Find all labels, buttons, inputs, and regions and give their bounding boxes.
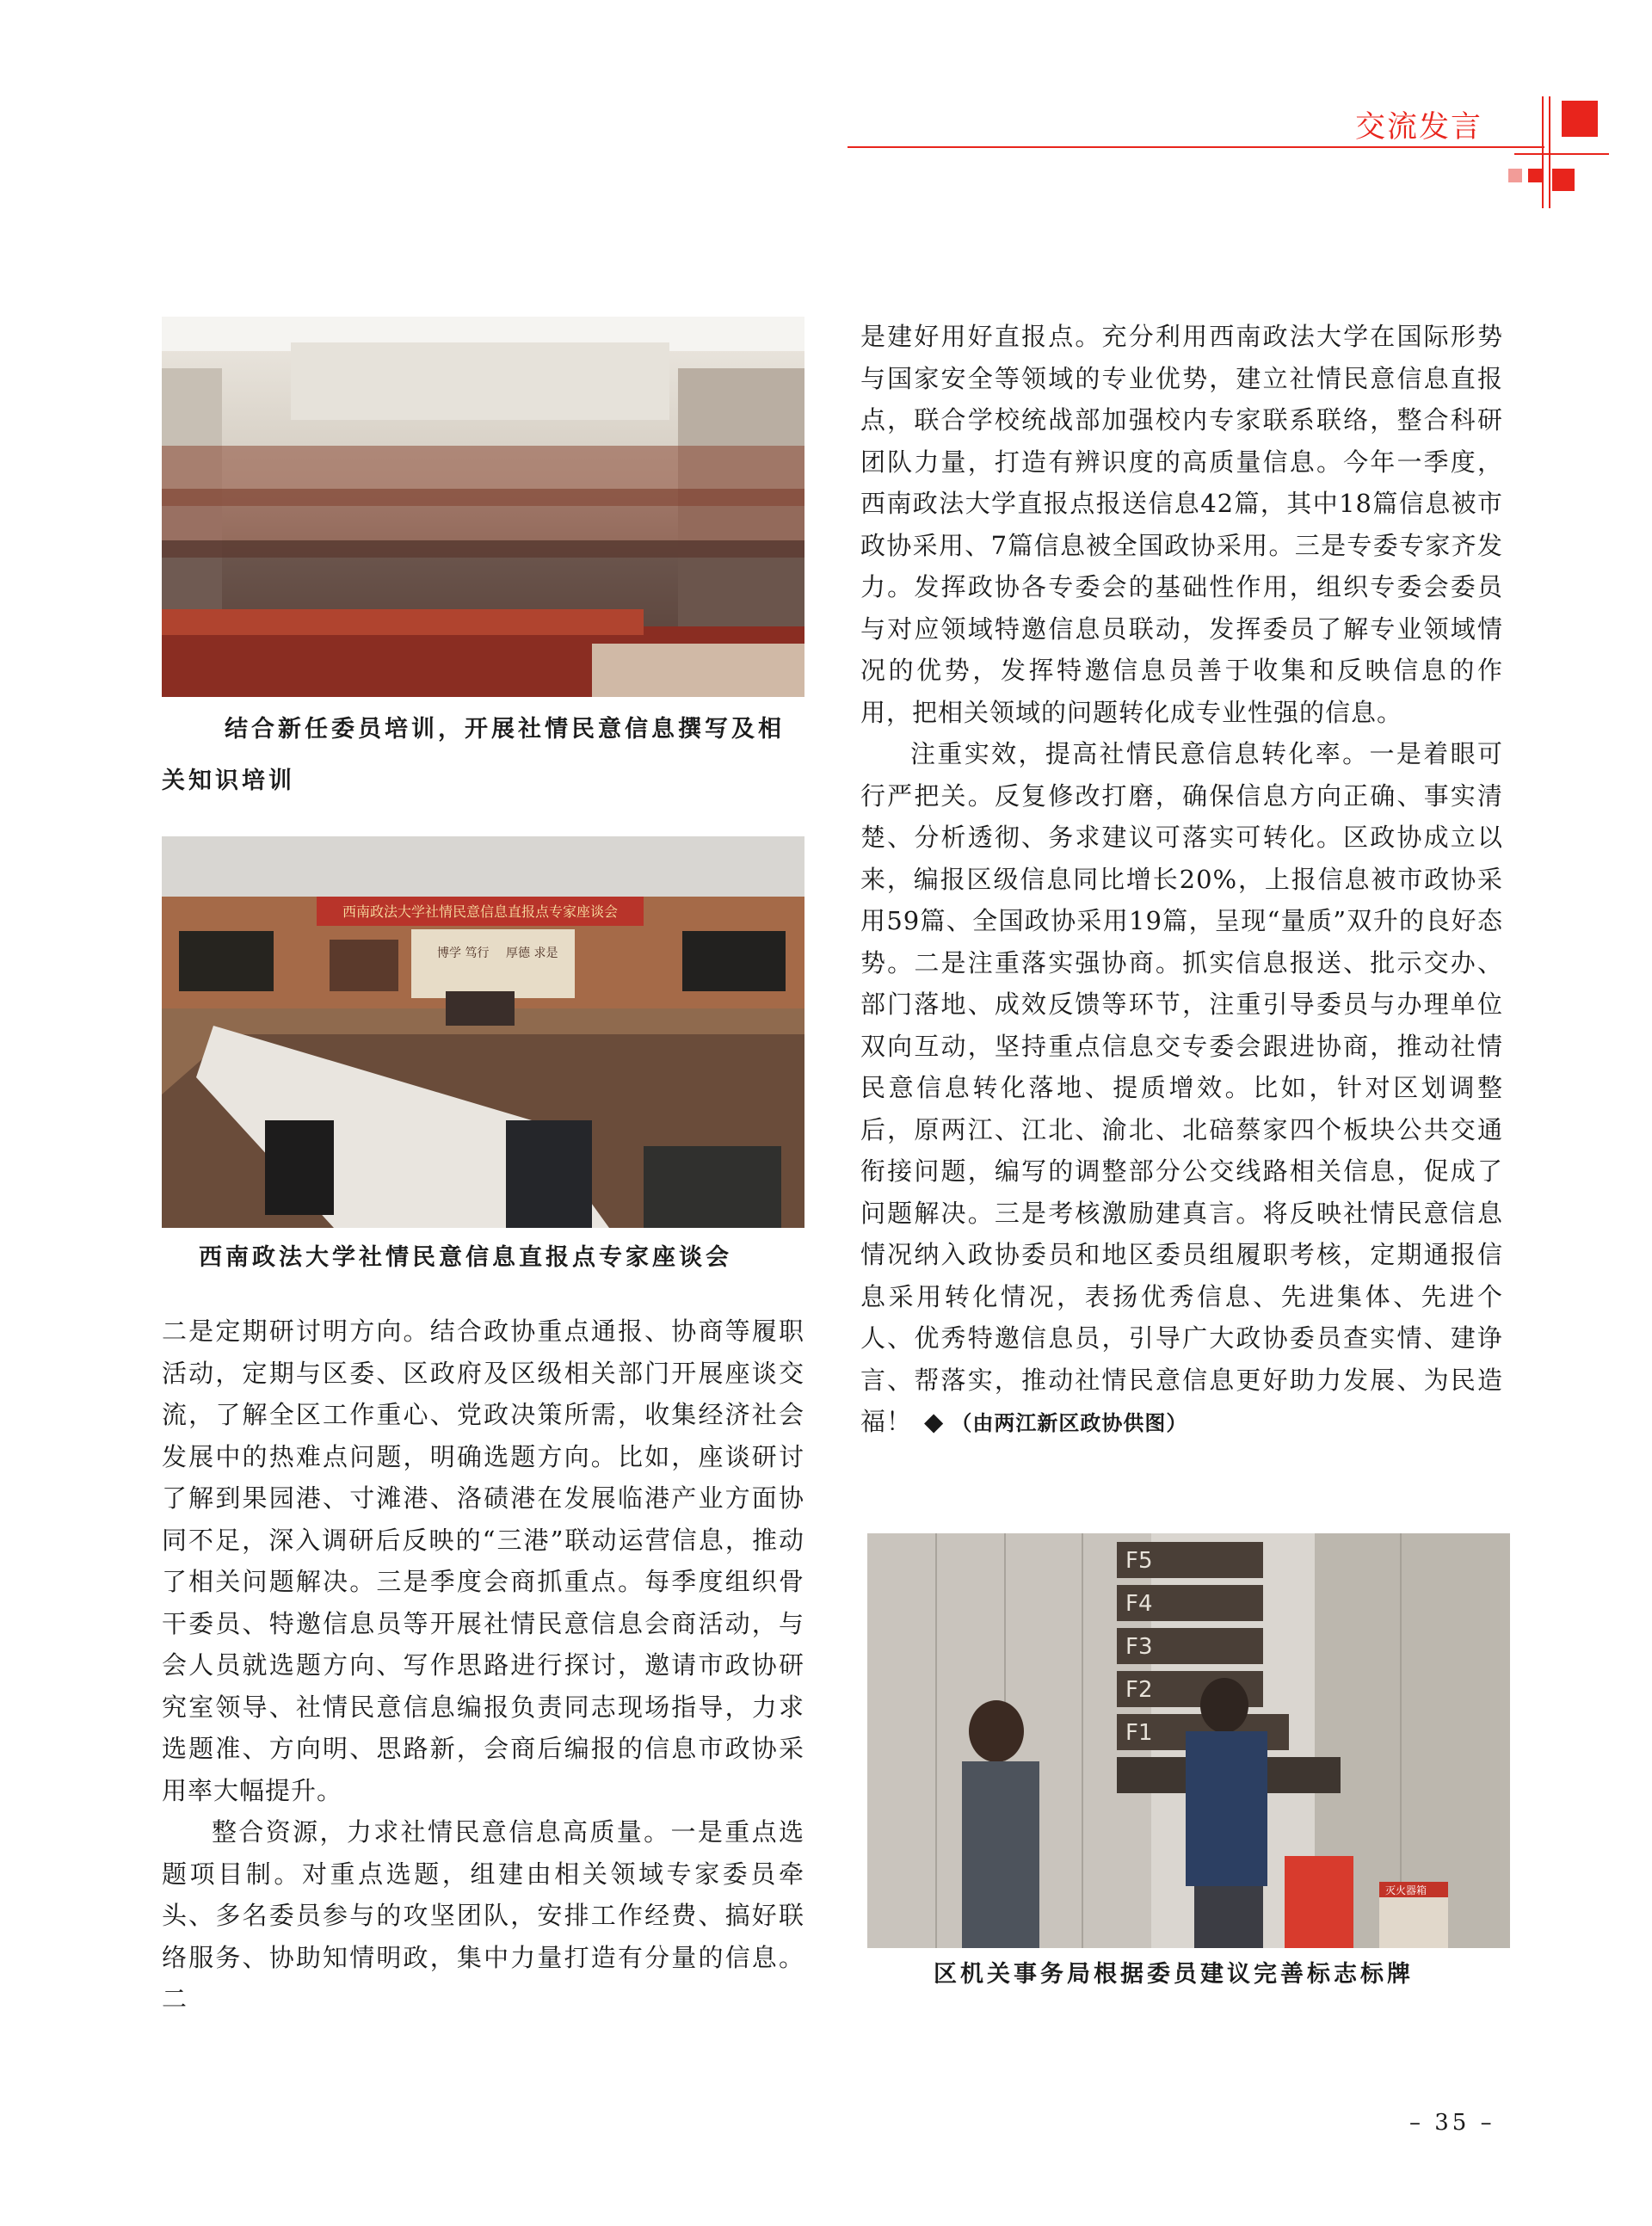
header-square-small xyxy=(1508,169,1522,182)
caption-photo-signage: 区机关事务局根据委员建议完善标志标牌 xyxy=(934,1961,1414,1988)
paragraph: 整合资源，力求社情民意信息高质量。一是重点选题项目制。对重点选题，组建由相关领域专家委员牵头、多名委员参与的攻坚团队，安排工作经费、搞好联络服务、协助知情明政，集中力量打造有分量的信息。二 xyxy=(162,1817,804,2013)
header-square-small xyxy=(1552,169,1575,191)
end-mark: ◆ xyxy=(924,1407,945,1436)
floor-sign-f4: F4 xyxy=(1125,1591,1153,1617)
banner-text: 西南政法大学社情民意信息直报点专家座谈会 xyxy=(342,903,619,920)
header-rule xyxy=(848,146,1544,148)
photo-credit: （由两江新区政协供图） xyxy=(951,1411,1188,1435)
paragraph: 是建好用好直报点。充分利用西南政法大学在国际形势与国家安全等领域的专业优势，建立社情民意信息直报点，联合学校统战部加强校内专家联系联络，整合科研团队力量，打造有辨识度的高质量信息。今年一季度，西南政法大学直报点报送信息42篇，其中18篇信息被市政协采用、7篇信息被全国政协采用。三是专委专家齐发力。发挥政协各专委会的基础性作用，组织专委会委员与对应领域特邀信息员联动，发挥委员了解专业领域情况的优势，发挥特邀信息员善于收集和反映信息的作用，把相关领域的问题转化成专业性强的信息。 xyxy=(860,322,1503,727)
section-title: 交流发言 xyxy=(1355,110,1483,145)
page-number: – 35 – xyxy=(1409,2110,1495,2136)
floor-sign-f5: F5 xyxy=(1125,1548,1153,1574)
plaque-left: 博学 笃行 xyxy=(437,947,490,960)
left-column xyxy=(162,1310,804,2020)
right-column xyxy=(860,316,1503,1445)
paragraph xyxy=(860,733,1503,1445)
header-vertical-rule xyxy=(1549,96,1550,208)
header-rule-short xyxy=(1514,153,1609,155)
plaque-right: 厚德 求是 xyxy=(506,947,558,960)
floor-sign-f2: F2 xyxy=(1125,1677,1153,1703)
fire-box-label: 灭火器箱 xyxy=(1385,1884,1427,1896)
floor-sign-f3: F3 xyxy=(1125,1634,1153,1660)
header-square-small xyxy=(1528,169,1542,182)
caption-photo-training xyxy=(162,704,807,807)
header-vertical-rule xyxy=(1542,96,1544,208)
photo-signage xyxy=(867,1533,1510,1948)
floor-sign-f1: F1 xyxy=(1125,1720,1153,1746)
photo-training-auditorium xyxy=(162,317,804,697)
caption-text: 结合新任委员培训，开展社情民意信息撰写及相关知识培训 xyxy=(162,716,785,794)
paragraph: 二是定期研讨明方向。结合政协重点通报、协商等履职活动，定期与区委、区政府及区级相关部门开展座谈交流，了解全区工作重心、党政决策所需，收集经济社会发展中的热难点问题，明确选题方向。比如，座谈研讨了解到果园港、寸滩港、洛碛港在发展临港产业方面协同不足，深入调研后反映的“三港”联动运营信息，推动了相关问题解决。三是季度会商抓重点。每季度组织骨干委员、特邀信息员等开展社情民意信息会商活动，与会人员就选题方向、写作思路进行探讨，邀请市政协研究室领导、社情民意信息编报负责同志现场指导，力求选题准、方向明、思路新，会商后编报的信息市政协采用率大幅提升。 xyxy=(162,1316,804,1805)
paragraph-text: 注重实效，提高社情民意信息转化率。一是着眼可行严把关。反复修改打磨，确保信息方向正确、事实清楚、分析透彻、务求建议可落实可转化。区政协成立以来，编报区级信息同比增长20%，上报信息被市政协采用59篇、全国政协采用19篇，呈现“量质”双升的良好态势。二是注重落实强协商。抓实信息报送、批示交办、部门落地、成效反馈等环节，注重引导委员与办理单位双向互动，坚持重点信息交专委会跟进协商，推动社情民意信息转化落地、提质增效。比如，针对区划调整后，原两江、江北、渝北、北碚蔡家四个板块公共交通衔接问题，编写的调整部分公交线路相关信息，促成了问题解决。三是考核激励建真言。将反映社情民意信息情况纳入政协委员和地区委员组履职考核，定期通报信息采用转化情况，表扬优秀信息、先进集体、先进个人、优秀特邀信息员，引导广大政协委员查实情、建诤言、帮落实，推动社情民意信息更好助力发展、为民造福！ xyxy=(860,739,1503,1436)
photo-expert-symposium xyxy=(162,836,804,1228)
caption-photo-symposium: 西南政法大学社情民意信息直报点专家座谈会 xyxy=(199,1244,732,1271)
header-square-large xyxy=(1562,101,1598,137)
